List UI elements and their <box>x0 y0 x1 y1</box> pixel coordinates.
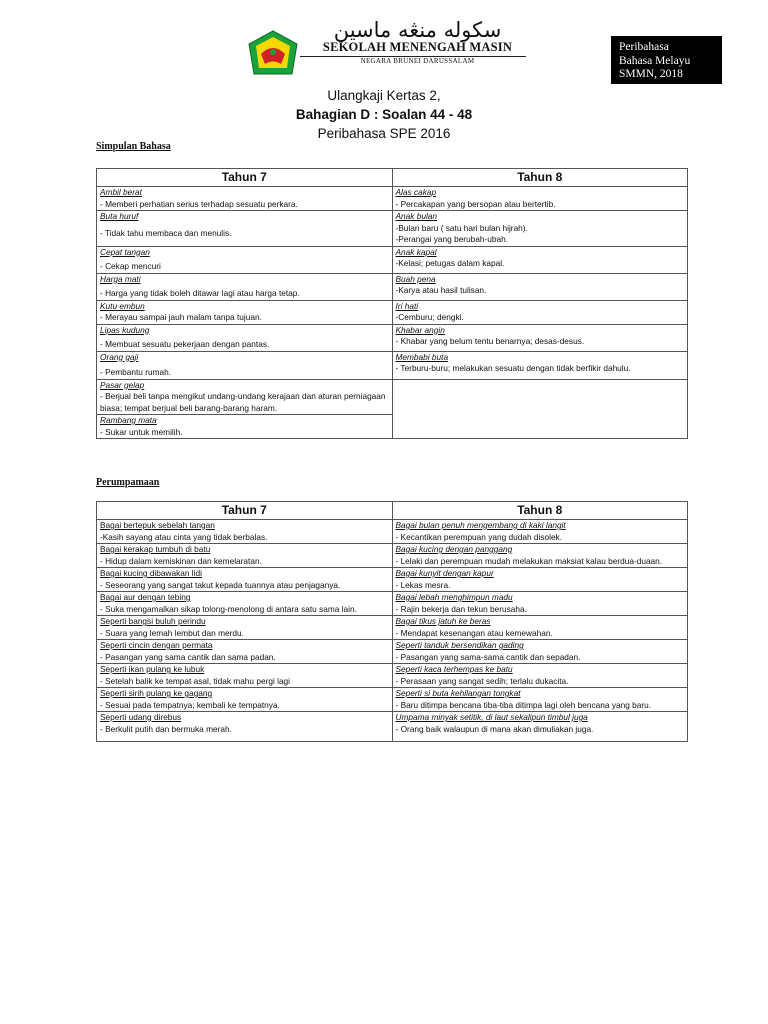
table-cell <box>392 300 688 324</box>
simile-term: Bagai kucing dengan panggang <box>395 544 513 554</box>
table-cell <box>392 520 688 544</box>
simile-term: Bagai tikus jatuh ke beras <box>395 616 491 626</box>
idiom-meaning: - Membuat sesuatu pekerjaan dengan pantas. <box>100 339 270 349</box>
idiom-term: Rambang mata <box>100 415 157 425</box>
idiom-term: Buah pena <box>395 273 436 284</box>
simile-term: Umpama minyak setitik, di laut sekalipun timbul juga <box>395 712 588 722</box>
table-row <box>97 568 688 592</box>
idiom-term: Anak kapal <box>395 246 437 257</box>
simile-term: Bagai kunyit dengan kapur <box>395 568 494 578</box>
school-name: SEKOLAH MENENGAH MASIN <box>322 40 513 54</box>
simile-meaning: - Rajin bekerja dan tekun berusaha. <box>395 603 527 614</box>
table-row <box>97 187 688 211</box>
table-cell <box>97 616 393 640</box>
simile-term: Seperti tanduk bersendikan gading <box>395 640 524 650</box>
table-row <box>97 246 688 273</box>
subject-info-box <box>611 36 722 84</box>
idiom-meaning: - Sukar untuk memilih. <box>100 426 183 437</box>
table-row <box>97 592 688 616</box>
table-cell <box>392 187 688 211</box>
simile-term: Bagai bertepuk sebelah tangan <box>100 520 215 530</box>
simile-meaning: - Seseorang yang sangat takut kepada tuannya atau penjaganya. <box>100 579 341 590</box>
table-cell <box>392 664 688 688</box>
subject-line-3: SMMN, 2018 <box>619 68 683 80</box>
column-header-tahun-7: Tahun 7 <box>97 169 393 187</box>
idiom-meaning-2: -Perangai yang berubah-ubah. <box>395 234 509 244</box>
simile-meaning: - Sesuai pada tempatnya; kembali ke tempatnya. <box>100 699 280 710</box>
table-cell <box>392 712 688 742</box>
idiom-meaning: - Pembantu rumah. <box>100 367 172 377</box>
school-logo <box>248 30 298 76</box>
table-cell-empty <box>392 379 688 439</box>
simile-meaning: - Orang baik walaupun di mana akan dimuliakan juga. <box>395 723 594 734</box>
simile-term: Seperti kaca terhempas ke batu <box>395 664 513 674</box>
simile-term: Seperti sirih pulang ke gagang <box>100 688 213 698</box>
idiom-meaning: -Kelasi; petugas dalam kapal. <box>395 258 505 268</box>
simile-meaning: - Pasangan yang sama cantik dan sama padan. <box>100 651 276 662</box>
column-header-tahun-7: Tahun 7 <box>97 502 393 520</box>
simile-meaning: - Baru ditimpa bencana tiba-tiba ditimpa lagi oleh bencana yang baru. <box>395 699 652 710</box>
subject-line-2: Bahasa Melayu <box>619 54 691 67</box>
simile-term: Bagai bulan penuh mengembang di kaki langit <box>395 520 566 530</box>
simile-meaning: - Perasaan yang sangat sedih; terlalu dukacita. <box>395 675 569 686</box>
idiom-term: Cepat tangan <box>100 246 150 257</box>
idiom-term: Lipas kudung <box>100 324 150 335</box>
page-title-line-2: Bahagian D : Soalan 44 - 48 <box>295 107 473 122</box>
idiom-meaning: - Tidak tahu membaca dan menulis. <box>100 227 232 238</box>
table-cell <box>97 664 393 688</box>
idiom-term: Khabar angin <box>395 324 445 335</box>
idiom-meaning: - Terburu-buru; melakukan sesuatu dengan tidak berfikir dahulu. <box>395 363 631 373</box>
table-cell <box>97 211 393 247</box>
simile-term: Bagai kucing dibawakan lidi <box>100 568 202 578</box>
table-cell <box>392 640 688 664</box>
page-title-line-1: Ulangkaji Kertas 2, <box>327 88 441 103</box>
idiom-meaning: -Cemburu; dengki. <box>395 312 464 322</box>
table-row <box>97 544 688 568</box>
table-row <box>97 351 688 379</box>
table-cell <box>97 351 393 379</box>
table-cell <box>392 616 688 640</box>
idiom-meaning: - Berjual beli tanpa mengikut undang-undang kerajaan dan aturan perniagaan biasa; tempat berjual beli barang-barang haram. <box>100 391 386 413</box>
table-cell <box>392 568 688 592</box>
table-row <box>97 688 688 712</box>
column-header-tahun-8: Tahun 8 <box>392 502 688 520</box>
table-row <box>97 664 688 688</box>
simile-term: Seperti udang direbus <box>100 712 182 722</box>
simile-meaning: - Setelah balik ke tempat asal, tidak mahu pergi lagi <box>100 675 291 686</box>
simile-meaning: - Lelaki dan perempuan mudah melakukan maksiat kalau berdua-duaan. <box>395 555 663 566</box>
simile-meaning: - Berkulit putih dan bermuka merah. <box>100 723 232 734</box>
simile-meaning: - Kecantikan perempuan yang dudah disolek. <box>395 531 563 542</box>
table-cell <box>97 273 393 300</box>
table-cell <box>97 688 393 712</box>
simile-term: Seperti ikan pulang ke lubuk <box>100 664 205 674</box>
idiom-term: Buta huruf <box>100 211 139 221</box>
subject-line-1: Peribahasa <box>619 41 669 53</box>
school-country: NEGARA BRUNEI DARUSSALAM <box>360 57 475 65</box>
table-cell <box>392 211 688 247</box>
idiom-meaning: -Karya atau hasil tulisan. <box>395 285 487 295</box>
simile-term: Seperti si buta kehilangan tongkat <box>395 688 521 698</box>
table-cell <box>97 640 393 664</box>
table-row <box>97 640 688 664</box>
simpulan-bahasa-table <box>96 168 688 439</box>
simile-meaning: -Kasih sayang atau cinta yang tidak berbalas. <box>100 531 268 542</box>
idiom-term: Ambil berat <box>100 187 142 197</box>
simile-term: Bagai lebah menghimpun madu <box>395 592 513 602</box>
table-row <box>97 300 688 324</box>
simile-meaning: - Pasangan yang sama-sama cantik dan sepadan. <box>395 651 581 662</box>
table-cell <box>392 273 688 300</box>
idiom-term: Alas cakap <box>395 187 437 197</box>
simile-term: Bagai kerakap tumbuh di batu <box>100 544 211 554</box>
perumpamaan-table <box>96 501 688 742</box>
table-cell <box>392 688 688 712</box>
table-row <box>97 273 688 300</box>
idiom-meaning: - Percakapan yang bersopan atau bertertib. <box>395 198 556 209</box>
table-row <box>97 712 688 742</box>
table-cell <box>97 568 393 592</box>
table-cell <box>392 324 688 351</box>
idiom-meaning: - Memberi perhatian serius terhadap sesuatu perkara. <box>100 198 298 209</box>
table-cell <box>97 415 393 439</box>
simile-term: Seperti cincin dengan permata <box>100 640 213 650</box>
simile-meaning: - Mendapat kesenangan atau kemewahan. <box>395 627 553 638</box>
table-cell <box>97 592 393 616</box>
table-cell <box>97 544 393 568</box>
table-row <box>97 616 688 640</box>
table-row <box>97 324 688 351</box>
simile-meaning: - Lekas mesra. <box>395 579 451 590</box>
table-cell <box>392 246 688 273</box>
table-cell <box>97 246 393 273</box>
table-cell <box>97 324 393 351</box>
idiom-meaning: - Khabar yang belum tentu benarnya; desas-desus. <box>395 336 585 346</box>
section-heading-simpulan-bahasa: Simpulan Bahasa <box>96 141 171 152</box>
table-cell <box>392 351 688 379</box>
table-cell <box>97 187 393 211</box>
table-cell <box>97 712 393 742</box>
table-row <box>97 379 688 415</box>
idiom-term: Iri hati <box>395 300 419 311</box>
table-cell <box>97 520 393 544</box>
idiom-term: Pasar gelap <box>100 379 145 390</box>
table-cell <box>392 592 688 616</box>
table-row <box>97 211 688 247</box>
page-title-line-3: Peribahasa SPE 2016 <box>317 126 451 141</box>
table-cell <box>97 379 393 415</box>
idiom-meaning: - Harga yang tidak boleh ditawar lagi atau harga tetap. <box>100 288 300 298</box>
idiom-term: Anak bulan <box>395 211 438 221</box>
idiom-term: Orang gaji <box>100 351 139 362</box>
section-heading-perumpamaan: Perumpamaan <box>96 477 160 488</box>
simile-term: Seperti bangsi buluh perindu <box>100 616 206 626</box>
table-cell <box>97 300 393 324</box>
idiom-term: Harga mati <box>100 273 141 284</box>
table-row <box>97 520 688 544</box>
simile-meaning: - Suka mengamalkan sikap tolong-menolong di antara satu sama lain. <box>100 603 357 614</box>
idiom-meaning: - Cekap mencuri <box>100 261 161 271</box>
idiom-term: Membabi buta <box>395 351 449 362</box>
simile-meaning: - Suara yang lemah lembut dan merdu. <box>100 627 244 638</box>
table-cell <box>392 544 688 568</box>
idiom-meaning: -Bulan baru ( satu hari bulan hijrah). <box>395 222 528 233</box>
simile-term: Bagai aur dengan tebing <box>100 592 191 602</box>
column-header-tahun-8: Tahun 8 <box>392 169 688 187</box>
idiom-term: Kutu embun <box>100 300 145 311</box>
simile-meaning: - Hidup dalam kemiskinan dan kemelaratan. <box>100 555 262 566</box>
school-name-jawi: سكوله منڠه ماسين <box>333 18 502 42</box>
idiom-meaning: - Merayau sampai jauh malam tanpa tujuan. <box>100 312 262 322</box>
